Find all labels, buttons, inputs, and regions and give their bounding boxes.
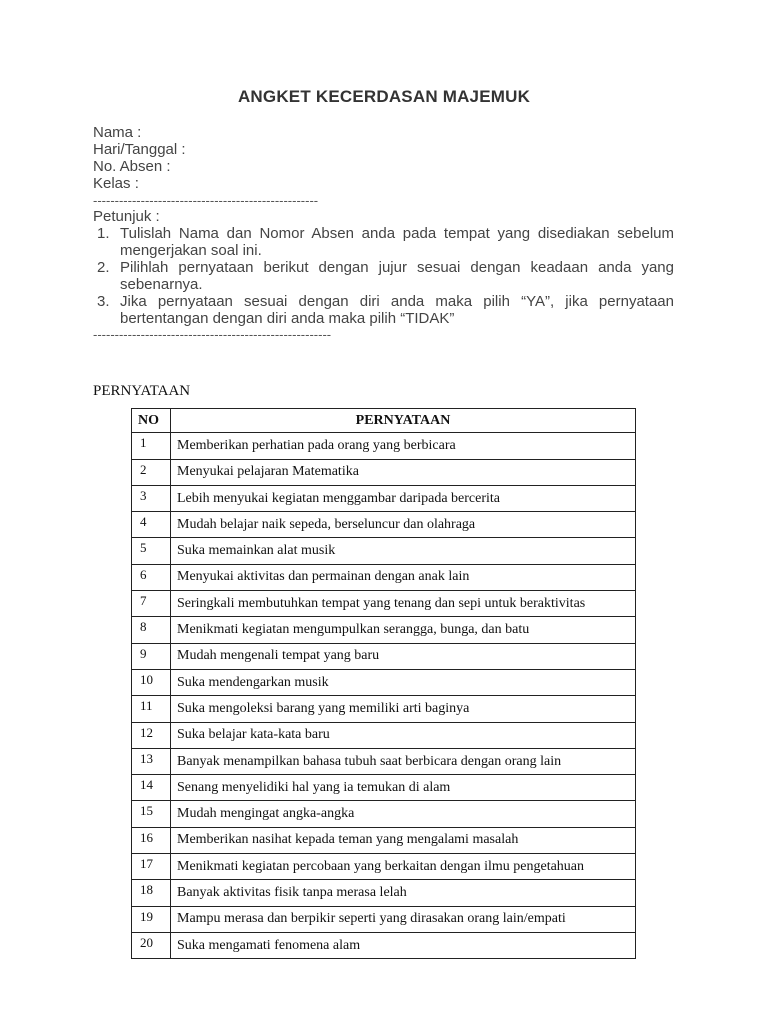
row-number: 9 (132, 643, 171, 669)
row-statement: Senang menyelidiki hal yang ia temukan di alam (171, 775, 636, 801)
table-row (132, 801, 636, 827)
row-statement: Banyak aktivitas fisik tanpa merasa lelah (171, 880, 636, 906)
instruction-item (93, 259, 674, 293)
instruction-list (93, 225, 674, 327)
table-row (132, 564, 636, 590)
row-statement: Mudah mengingat angka-angka (171, 801, 636, 827)
table-row (132, 696, 636, 722)
row-statement: Mampu merasa dan berpikir seperti yang dirasakan orang lain/empati (171, 906, 636, 932)
table-row (132, 775, 636, 801)
table-row (132, 643, 636, 669)
table-row (132, 722, 636, 748)
identity-fields (93, 124, 186, 192)
instruction-number: 2. (97, 259, 110, 276)
table-row (132, 748, 636, 774)
row-number: 15 (132, 801, 171, 827)
instruction-text: Tulislah Nama dan Nomor Absen anda pada tempat yang disediakan sebelum mengerjakan soal ini. (120, 225, 674, 259)
row-number: 1 (132, 433, 171, 459)
row-statement: Lebih menyukai kegiatan menggambar daripada bercerita (171, 485, 636, 511)
table-row (132, 591, 636, 617)
table-header-row (132, 409, 636, 433)
table-row (132, 906, 636, 932)
petunjuk-label: Petunjuk : (93, 208, 160, 225)
field-no-absen: No. Absen : (93, 158, 171, 175)
table-row (132, 880, 636, 906)
field-hari-tanggal: Hari/Tanggal : (93, 141, 186, 158)
row-statement: Mudah mengenali tempat yang baru (171, 643, 636, 669)
instruction-text: Pilihlah pernyataan berikut dengan jujur sesuai dengan keadaan anda yang sebenarnya. (120, 259, 674, 293)
row-number: 11 (132, 696, 171, 722)
row-number: 14 (132, 775, 171, 801)
row-statement: Memberikan perhatian pada orang yang berbicara (171, 433, 636, 459)
row-number: 3 (132, 485, 171, 511)
table-row (132, 459, 636, 485)
divider-top: ---------------------------------------------------- (93, 193, 319, 208)
table-row (132, 485, 636, 511)
header-pernyataan: PERNYATAAN (171, 409, 636, 433)
row-statement: Menyukai pelajaran Matematika (171, 459, 636, 485)
table-row (132, 433, 636, 459)
instruction-item (93, 225, 674, 259)
row-number: 2 (132, 459, 171, 485)
row-number: 7 (132, 591, 171, 617)
section-label: PERNYATAAN (93, 383, 191, 399)
row-statement: Suka mendengarkan musik (171, 669, 636, 695)
row-statement: Suka memainkan alat musik (171, 538, 636, 564)
divider-bottom: ------------------------------------------------------- (93, 327, 332, 342)
row-number: 4 (132, 512, 171, 538)
row-statement: Menikmati kegiatan mengumpulkan serangga, bunga, dan batu (171, 617, 636, 643)
table-row (132, 538, 636, 564)
table-row (132, 827, 636, 853)
row-number: 19 (132, 906, 171, 932)
row-statement: Memberikan nasihat kepada teman yang mengalami masalah (171, 827, 636, 853)
row-number: 6 (132, 564, 171, 590)
row-number: 16 (132, 827, 171, 853)
row-statement: Mudah belajar naik sepeda, berseluncur dan olahraga (171, 512, 636, 538)
row-statement: Banyak menampilkan bahasa tubuh saat berbicara dengan orang lain (171, 748, 636, 774)
row-number: 10 (132, 669, 171, 695)
table-row (132, 512, 636, 538)
row-number: 20 (132, 932, 171, 958)
row-statement: Menyukai aktivitas dan permainan dengan anak lain (171, 564, 636, 590)
row-statement: Menikmati kegiatan percobaan yang berkaitan dengan ilmu pengetahuan (171, 854, 636, 880)
instruction-number: 3. (97, 293, 110, 310)
row-number: 18 (132, 880, 171, 906)
header-no: NO (132, 409, 171, 433)
field-kelas: Kelas : (93, 175, 139, 192)
instruction-number: 1. (97, 225, 110, 242)
row-statement: Suka mengamati fenomena alam (171, 932, 636, 958)
row-statement: Seringkali membutuhkan tempat yang tenang dan sepi untuk beraktivitas (171, 591, 636, 617)
table-row (132, 617, 636, 643)
row-number: 13 (132, 748, 171, 774)
instruction-text: Jika pernyataan sesuai dengan diri anda maka pilih “YA”, jika pernyataan bertentangan dengan diri anda maka pilih “TIDAK” (120, 293, 674, 327)
row-number: 5 (132, 538, 171, 564)
table-row (132, 932, 636, 958)
table-row (132, 854, 636, 880)
row-number: 17 (132, 854, 171, 880)
table-row (132, 669, 636, 695)
row-statement: Suka mengoleksi barang yang memiliki arti baginya (171, 696, 636, 722)
instruction-item (93, 293, 674, 327)
statement-table (131, 408, 636, 959)
row-number: 12 (132, 722, 171, 748)
field-nama: Nama : (93, 124, 142, 141)
row-number: 8 (132, 617, 171, 643)
page-title: ANGKET KECERDASAN MAJEMUK (237, 87, 531, 106)
row-statement: Suka belajar kata-kata baru (171, 722, 636, 748)
